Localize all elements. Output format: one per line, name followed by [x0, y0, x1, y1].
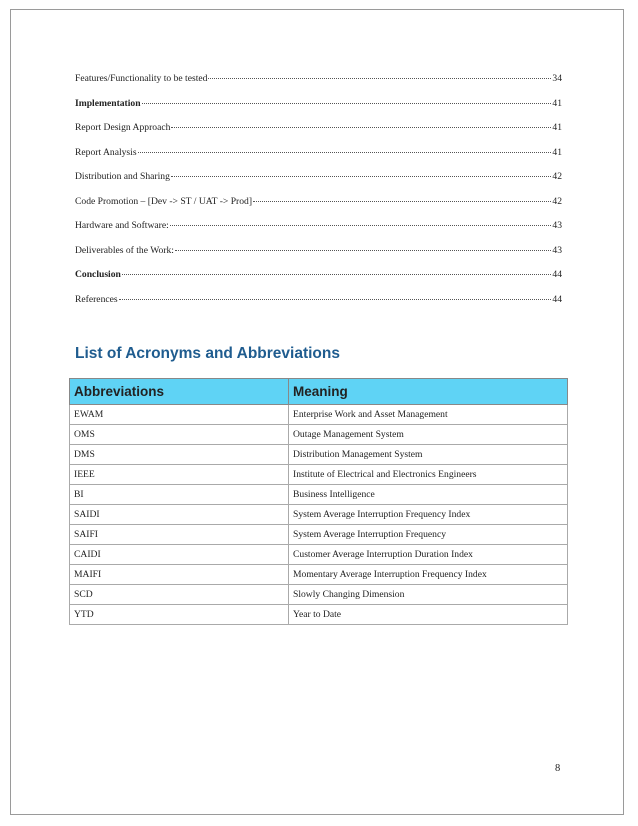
toc-entry-page: 34: [552, 73, 562, 84]
toc-dot-leader: [253, 201, 551, 202]
table-row: [70, 545, 568, 565]
toc-dot-leader: [122, 274, 552, 275]
acronyms-table: [69, 378, 568, 625]
toc-dot-leader: [175, 250, 551, 251]
toc-entry-title: Implementation: [75, 97, 141, 109]
toc-entry-page: 42: [552, 171, 562, 182]
toc-entry-title: Report Analysis: [75, 146, 137, 158]
toc-entry[interactable]: [75, 122, 562, 147]
meaning-cell: System Average Interruption Frequency: [289, 525, 568, 545]
toc-entry[interactable]: [75, 245, 562, 270]
table-row: [70, 405, 568, 425]
meaning-cell: Momentary Average Interruption Frequency Index: [289, 565, 568, 585]
abbreviation-cell: BI: [70, 485, 289, 505]
table-row: [70, 565, 568, 585]
table-row: [70, 505, 568, 525]
toc-dot-leader: [119, 299, 552, 300]
toc-entry[interactable]: [75, 269, 562, 294]
toc-entry[interactable]: [75, 73, 562, 98]
toc-entry-page: 41: [552, 146, 562, 158]
meaning-cell: System Average Interruption Frequency Index: [289, 505, 568, 525]
toc-dot-leader: [142, 103, 552, 104]
toc-entry[interactable]: [75, 196, 562, 221]
toc-entry-page: 43: [552, 220, 562, 231]
toc-entry[interactable]: [75, 294, 562, 319]
toc-dot-leader: [170, 225, 552, 226]
toc-entry-page: 43: [552, 244, 562, 256]
abbreviation-cell: YTD: [70, 605, 289, 625]
toc-dot-leader: [208, 78, 551, 79]
abbreviation-cell: SAIDI: [70, 505, 289, 525]
abbreviation-cell: CAIDI: [70, 545, 289, 565]
table-row: [70, 585, 568, 605]
toc-entry-title: Code Promotion – [Dev -> ST / UAT -> Prod]: [75, 195, 253, 207]
meaning-cell: Institute of Electrical and Electronics Engineers: [289, 465, 568, 485]
meaning-cell: Customer Average Interruption Duration Index: [289, 545, 568, 565]
meaning-cell: Slowly Changing Dimension: [289, 585, 568, 605]
table-of-contents: [75, 73, 562, 318]
toc-entry-page: 41: [552, 122, 562, 133]
abbreviation-cell: MAIFI: [70, 565, 289, 585]
toc-entry[interactable]: [75, 171, 562, 196]
toc-entry[interactable]: [75, 147, 562, 172]
toc-dot-leader: [138, 152, 552, 153]
page-number: 8: [555, 763, 561, 774]
meaning-cell: Business Intelligence: [289, 485, 568, 505]
toc-entry-title: Distribution and Sharing: [75, 171, 170, 182]
toc-entry-title: References: [75, 293, 118, 305]
abbreviation-cell: EWAM: [70, 405, 289, 425]
table-header-row: [70, 379, 568, 405]
toc-entry-page: 42: [552, 195, 562, 207]
abbreviation-cell: IEEE: [70, 465, 289, 485]
toc-entry-page: 44: [552, 293, 562, 305]
abbreviation-cell: DMS: [70, 445, 289, 465]
toc-dot-leader: [171, 127, 551, 128]
abbreviation-cell: OMS: [70, 425, 289, 445]
header-meaning: Meaning: [289, 379, 568, 405]
meaning-cell: Enterprise Work and Asset Management: [289, 405, 568, 425]
abbreviation-cell: SAIFI: [70, 525, 289, 545]
toc-entry-title: Hardware and Software:: [75, 220, 169, 231]
section-heading: List of Acronyms and Abbreviations: [75, 345, 340, 362]
toc-entry-title: Deliverables of the Work:: [75, 244, 174, 256]
toc-entry[interactable]: [75, 98, 562, 123]
toc-entry-title: Features/Functionality to be tested: [75, 73, 208, 84]
table-row: [70, 425, 568, 445]
header-abbreviations: Abbreviations: [70, 379, 289, 405]
toc-entry-title: Report Design Approach: [75, 122, 171, 133]
abbreviation-cell: SCD: [70, 585, 289, 605]
meaning-cell: Outage Management System: [289, 425, 568, 445]
toc-entry[interactable]: [75, 220, 562, 245]
toc-entry-title: Conclusion: [75, 269, 121, 280]
toc-dot-leader: [171, 176, 552, 177]
toc-entry-page: 41: [552, 97, 562, 109]
table-row: [70, 605, 568, 625]
table-row: [70, 465, 568, 485]
table-row: [70, 525, 568, 545]
table-row: [70, 485, 568, 505]
meaning-cell: Distribution Management System: [289, 445, 568, 465]
toc-entry-page: 44: [552, 269, 562, 280]
table-row: [70, 445, 568, 465]
meaning-cell: Year to Date: [289, 605, 568, 625]
